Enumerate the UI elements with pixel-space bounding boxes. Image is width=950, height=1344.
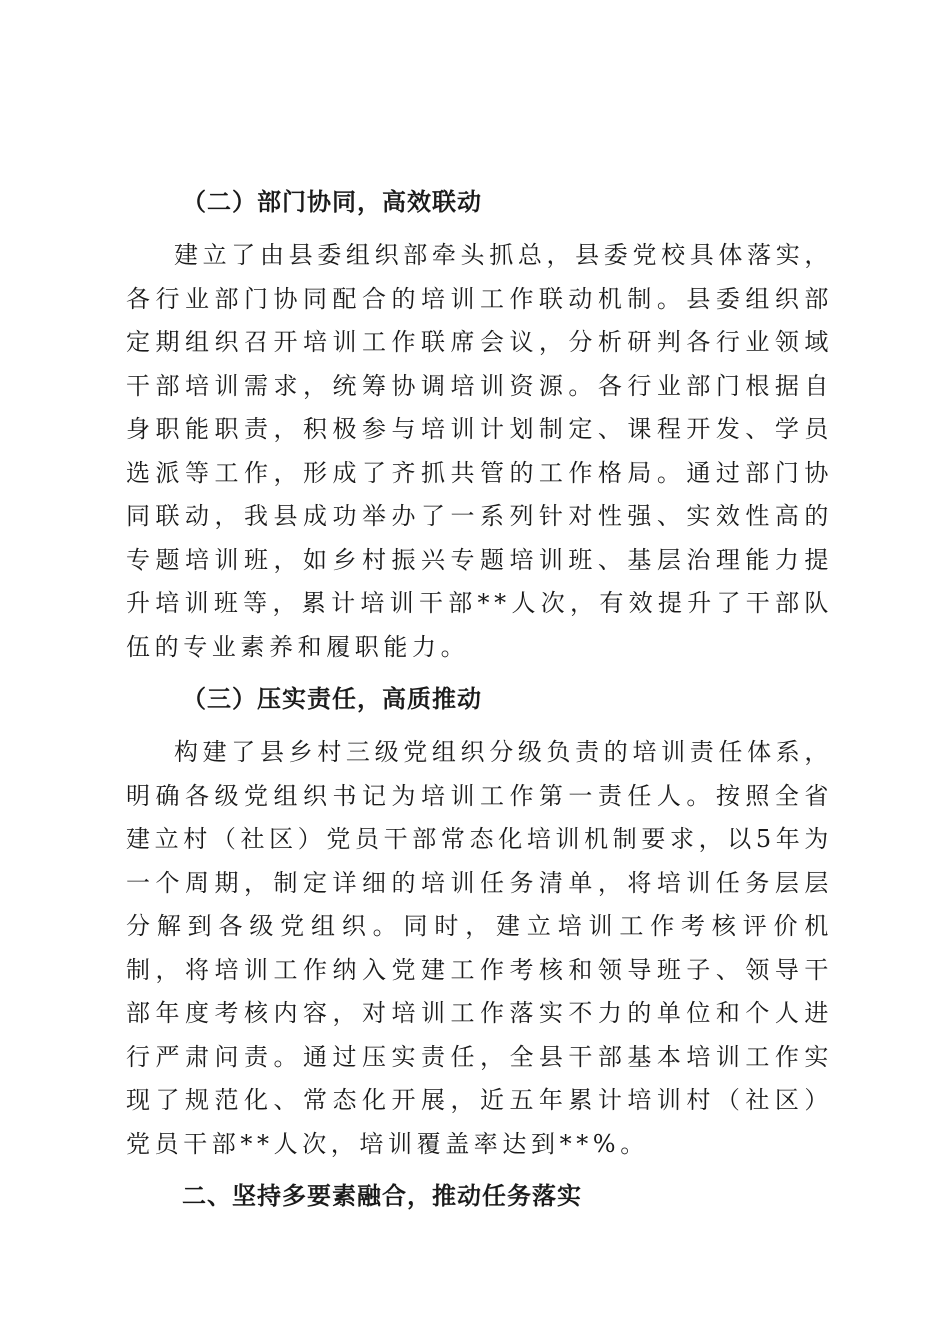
chapter-heading: 二、坚持多要素融合，推动任务落实	[182, 1182, 582, 1210]
section-paragraph-2: 建立了由县委组织部牵头抓总，县委党校具体落实，各行业部门协同配合的培训工作联动机制。县委组织部定期组织召开培训工作联席会议，分析研判各行业领域干部培训需求，统筹协调培训资源。各行业部门根据自身职能职责，积极参与培训计划制定、课程开发、学员选派等工作，形成了齐抓共管的工作格局。通过部门协同联动，我县成功举办了一系列针对性强、实效性高的专题培训班，如乡村振兴专题培训班、基层治理能力提升培训班等，累计培训干部**人次，有效提升了干部队伍的专业素养和履职能力。	[126, 241, 833, 661]
document-body	[126, 180, 833, 1228]
section-paragraph-3: 构建了县乡村三级党组织分级负责的培训责任体系，明确各级党组织书记为培训工作第一责任人。按照全省建立村（社区）党员干部常态化培训机制要求，以5年为一个周期，制定详细的培训任务清单，将培训任务层层分解到各级党组织。同时，建立培训工作考核评价机制，将培训工作纳入党建工作考核和领导班子、领导干部年度考核内容，对培训工作落实不力的单位和个人进行严肃问责。通过压实责任，全县干部基本培训工作实现了规范化、常态化开展，近五年累计培训村（社区）党员干部**人次，培训覆盖率达到**%。	[126, 738, 833, 1158]
section-heading-3: （三）压实责任，高质推动	[182, 685, 482, 713]
section-heading-2: （二）部门协同，高效联动	[182, 188, 482, 216]
